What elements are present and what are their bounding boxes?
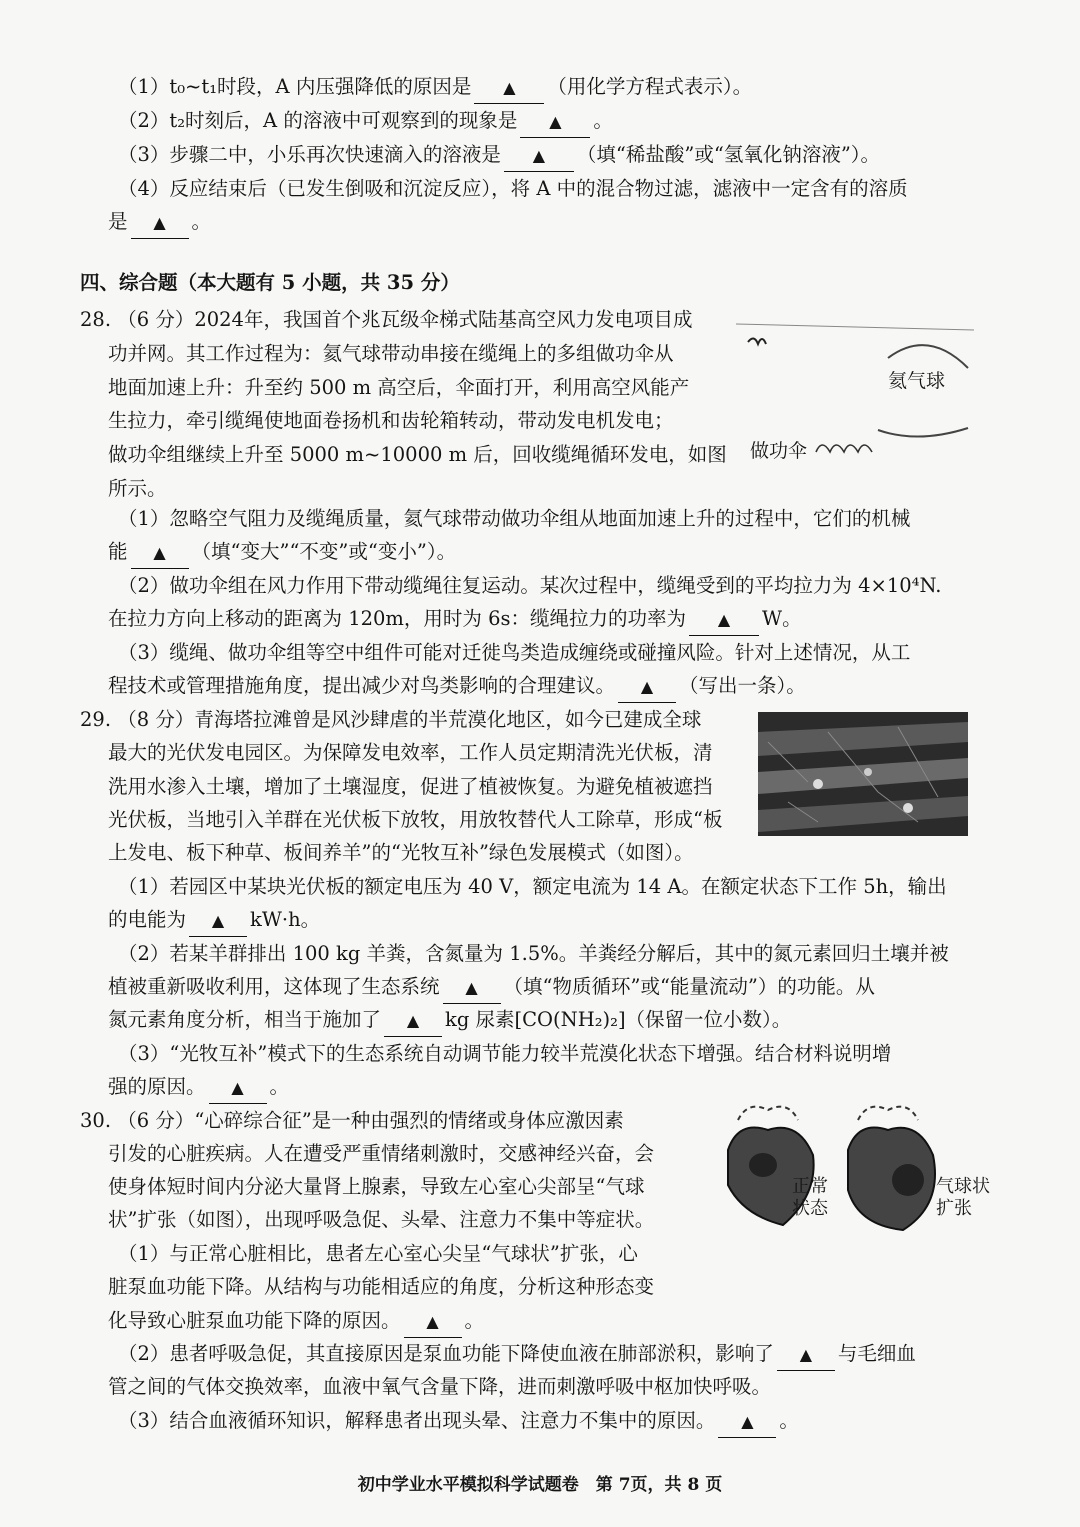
blank-triangle-icon: ▲ bbox=[717, 610, 731, 629]
q30-sub1-cont2-text: 化导致心脏泵血功能下降的原因。 bbox=[108, 1309, 401, 1332]
q29-sub2-cont-text: 植被重新吸收利用，这体现了生态系统 bbox=[108, 975, 440, 998]
q30-line: 使身体短时间内分泌大量肾上腺素，导致左心室心尖部呈“气球 bbox=[108, 1175, 645, 1198]
q29-sub1: （1）若园区中某块光伏板的额定电压为 40 V，额定电流为 14 A。在额定状态下工作 5h，输出 bbox=[118, 875, 947, 898]
answer-blank[interactable] bbox=[689, 605, 759, 636]
blank-triangle-icon: ▲ bbox=[231, 1078, 244, 1097]
q30-sub1: （1）与正常心脏相比，患者左心室心尖呈“气球状”扩张，心 bbox=[118, 1242, 638, 1265]
q29-sub2: （2）若某羊群排出 100 kg 羊粪，含氮量为 1.5%。羊粪经分解后，其中的氮元素回归土壤并被 bbox=[118, 942, 949, 965]
blank-triangle-icon: ▲ bbox=[741, 1412, 754, 1431]
q27-sub1-tail: （用化学方程式表示）。 bbox=[547, 75, 753, 98]
q28-sub3-cont-text: 程技术或管理措施角度，提出减少对鸟类影响的合理建议。 bbox=[108, 674, 616, 697]
q28-sub1-cont-tail: （填“变大”“不变”或“变小”）。 bbox=[191, 540, 457, 563]
q30-sub2-cont: 管之间的气体交换效率，血液中氧气含量下降，进而刺激呼吸中枢加快呼吸。 bbox=[108, 1375, 772, 1398]
answer-blank[interactable] bbox=[131, 538, 189, 569]
q30-sub1-cont: 脏泵血功能下降。从结构与功能相适应的角度，分析这种形态变 bbox=[108, 1275, 655, 1298]
q28-sub1: （1）忽略空气阻力及缆绳质量，氦气球带动做功伞组从地面加速上升的过程中，它们的机械 bbox=[118, 507, 911, 530]
q27-sub4-cont-tail: 。 bbox=[191, 210, 212, 233]
q30-sub1-cont2 bbox=[108, 1306, 484, 1338]
umbrella-label: 做功伞 bbox=[750, 440, 808, 462]
q30-sub3-text: （3）结合血液循环知识，解释患者出现头晕、注意力不集中的原因。 bbox=[118, 1409, 716, 1432]
q27-sub2 bbox=[118, 106, 613, 138]
solar-farm-photo bbox=[758, 712, 968, 836]
q27-sub4-text: （4）反应结束后（已发生倒吸和沉淀反应），将 A 中的混合物过滤，滤液中一定含有的溶质 bbox=[118, 177, 908, 200]
q30-sub2-tail: 与毛细血 bbox=[837, 1342, 916, 1365]
q28-sub2: （2）做功伞组在风力作用下带动缆绳往复运动。某次过程中，缆绳受到的平均拉力为 4×10⁴N. bbox=[118, 574, 942, 597]
q29-sub3-cont bbox=[108, 1072, 289, 1104]
q27-sub3-tail: （填“稀盐酸”或“氢氧化钠溶液”）。 bbox=[576, 143, 881, 166]
q28-line: 28. （6 分）2024年，我国首个兆瓦级伞梯式陆基高空风力发电项目成 bbox=[80, 308, 693, 331]
answer-blank[interactable] bbox=[520, 107, 590, 138]
q28-line: 所示。 bbox=[108, 477, 167, 500]
q29-line: 最大的光伏发电园区。为保障发电效率，工作人员定期清洗光伏板，清 bbox=[108, 741, 713, 764]
q28-sub3-cont bbox=[108, 671, 806, 703]
q27-sub3 bbox=[118, 140, 880, 172]
q28-sub2-cont-text: 在拉力方向上移动的距离为 120m，用时为 6s：缆绳拉力的功率为 bbox=[108, 607, 687, 630]
q29-sub2-cont-tail: （填“物质循环”或“能量流动”）的功能。从 bbox=[503, 975, 875, 998]
blank-triangle-icon: ▲ bbox=[799, 1345, 813, 1364]
q30-sub2 bbox=[118, 1339, 916, 1371]
q30-sub1-cont2-tail: 。 bbox=[464, 1309, 485, 1332]
q29-line: 29. （8 分）青海塔拉滩曾是风沙肆虐的半荒漠化地区，如今已建成全球 bbox=[80, 708, 702, 731]
q28-sub2-cont bbox=[108, 604, 802, 636]
answer-blank[interactable] bbox=[443, 973, 501, 1004]
q29-sub1-cont-tail: kW·h。 bbox=[250, 908, 321, 931]
q30-sub3-tail: 。 bbox=[779, 1409, 799, 1432]
blank-triangle-icon: ▲ bbox=[426, 1312, 439, 1331]
heart-figure bbox=[708, 1090, 1008, 1240]
normal-state-label: 正常状态 bbox=[792, 1176, 828, 1219]
blank-triangle-icon: ▲ bbox=[406, 1011, 420, 1030]
q30-line: 30. （6 分）“心碎综合征”是一种由强烈的情绪或身体应激因素 bbox=[80, 1109, 624, 1132]
q27-sub2-text: （2）t₂时刻后，A 的溶液中可观察到的现象是 bbox=[118, 109, 518, 132]
answer-blank[interactable] bbox=[474, 73, 544, 104]
q27-sub4-cont bbox=[108, 207, 211, 239]
q29-sub2-cont2-text: 氮元素角度分析，相当于施加了 bbox=[108, 1008, 382, 1031]
q28-line: 生拉力，牵引缆绳使地面卷扬机和齿轮箱转动，带动发电机发电； bbox=[108, 409, 674, 432]
balloon-dilation-label: 气球状扩张 bbox=[936, 1176, 990, 1219]
q29-sub3: （3）“光牧互补”模式下的生态系统自动调节能力较半荒漠化状态下增强。结合材料说明增 bbox=[118, 1042, 892, 1065]
q29-sub2-cont bbox=[108, 972, 875, 1004]
q27-sub4-cont-text: 是 bbox=[108, 210, 128, 233]
q29-line: 上发电、板下种草、板间养羊”的“光牧互补”绿色发展模式（如图）。 bbox=[108, 841, 694, 864]
q30-line: 引发的心脏疾病。人在遭受严重情绪刺激时，交感神经兴奋，会 bbox=[108, 1142, 655, 1165]
page-footer: 初中学业水平模拟科学试题卷 第 7页，共 8 页 bbox=[357, 1475, 723, 1495]
q28-sub1-cont bbox=[108, 537, 456, 569]
answer-blank[interactable] bbox=[718, 1407, 776, 1438]
q28-sub3-cont-tail: （写出一条）。 bbox=[679, 674, 806, 697]
blank-triangle-icon: ▲ bbox=[153, 213, 166, 232]
answer-blank[interactable] bbox=[504, 141, 574, 172]
q29-line: 洗用水渗入土壤，增加了土壤湿度，促进了植被恢复。为避免植被遮挡 bbox=[108, 775, 713, 798]
q29-sub3-cont-text: 强的原因。 bbox=[108, 1075, 206, 1098]
answer-blank[interactable] bbox=[404, 1307, 462, 1338]
answer-blank[interactable] bbox=[618, 672, 676, 703]
q28-sub1-cont-text: 能 bbox=[108, 540, 128, 563]
q29-sub3-cont-tail: 。 bbox=[269, 1075, 290, 1098]
wind-power-figure bbox=[728, 318, 980, 476]
q30-line: 状”扩张（如图），出现呼吸急促、头晕、注意力不集中等症状。 bbox=[108, 1208, 655, 1231]
answer-blank[interactable] bbox=[777, 1340, 835, 1371]
q28-sub3: （3）缆绳、做功伞组等空中组件可能对迁徙鸟类造成缠绕或碰撞风险。针对上述情况，从工 bbox=[118, 641, 911, 664]
q27-sub1-text: （1）t₀~t₁时段，A 内压强降低的原因是 bbox=[118, 75, 472, 98]
blank-triangle-icon: ▲ bbox=[503, 78, 516, 97]
blank-triangle-icon: ▲ bbox=[640, 677, 654, 696]
q28-sub2-cont-tail: W。 bbox=[762, 607, 802, 630]
q29-sub2-cont2-tail: kg 尿素[CO(NH₂)₂]（保留一位小数）。 bbox=[445, 1008, 792, 1031]
q27-sub2-tail: 。 bbox=[593, 109, 613, 132]
blank-triangle-icon: ▲ bbox=[549, 112, 562, 131]
q27-sub3-text: （3）步骤二中，小乐再次快速滴入的溶液是 bbox=[118, 143, 501, 166]
q29-sub2-cont2 bbox=[108, 1005, 791, 1037]
blank-triangle-icon: ▲ bbox=[465, 978, 478, 997]
answer-blank[interactable] bbox=[209, 1073, 267, 1104]
q28-line: 做功伞组继续上升至 5000 m~10000 m 后，回收缆绳循环发电，如图 bbox=[108, 443, 727, 466]
blank-triangle-icon: ▲ bbox=[211, 911, 225, 930]
balloon-label: 氦气球 bbox=[888, 370, 946, 392]
blank-triangle-icon: ▲ bbox=[532, 146, 546, 165]
answer-blank[interactable] bbox=[384, 1006, 442, 1037]
q29-sub1-cont-text: 的电能为 bbox=[108, 908, 187, 931]
answer-blank[interactable] bbox=[131, 208, 189, 239]
blank-triangle-icon: ▲ bbox=[153, 543, 166, 562]
solar-farm-illustration bbox=[758, 712, 968, 836]
answer-blank[interactable] bbox=[189, 906, 247, 937]
q27-sub1 bbox=[118, 72, 752, 104]
q27-sub4 bbox=[118, 174, 908, 204]
q30-sub3 bbox=[118, 1406, 799, 1438]
section-heading: 四、综合题（本大题有 5 小题，共 35 分） bbox=[80, 271, 460, 294]
q30-sub2-text: （2）患者呼吸急促，其直接原因是泵血功能下降使血液在肺部淤积，影响了 bbox=[118, 1342, 774, 1365]
q29-sub1-cont bbox=[108, 905, 320, 937]
q28-line: 功并网。其工作过程为：氦气球带动串接在缆绳上的多组做功伞从 bbox=[108, 342, 674, 365]
q28-line: 地面加速上升：升至约 500 m 高空后，伞面打开，利用高空风能产 bbox=[108, 376, 690, 399]
q29-line: 光伏板，当地引入羊群在光伏板下放牧，用放牧替代人工除草，形成“板 bbox=[108, 808, 723, 831]
